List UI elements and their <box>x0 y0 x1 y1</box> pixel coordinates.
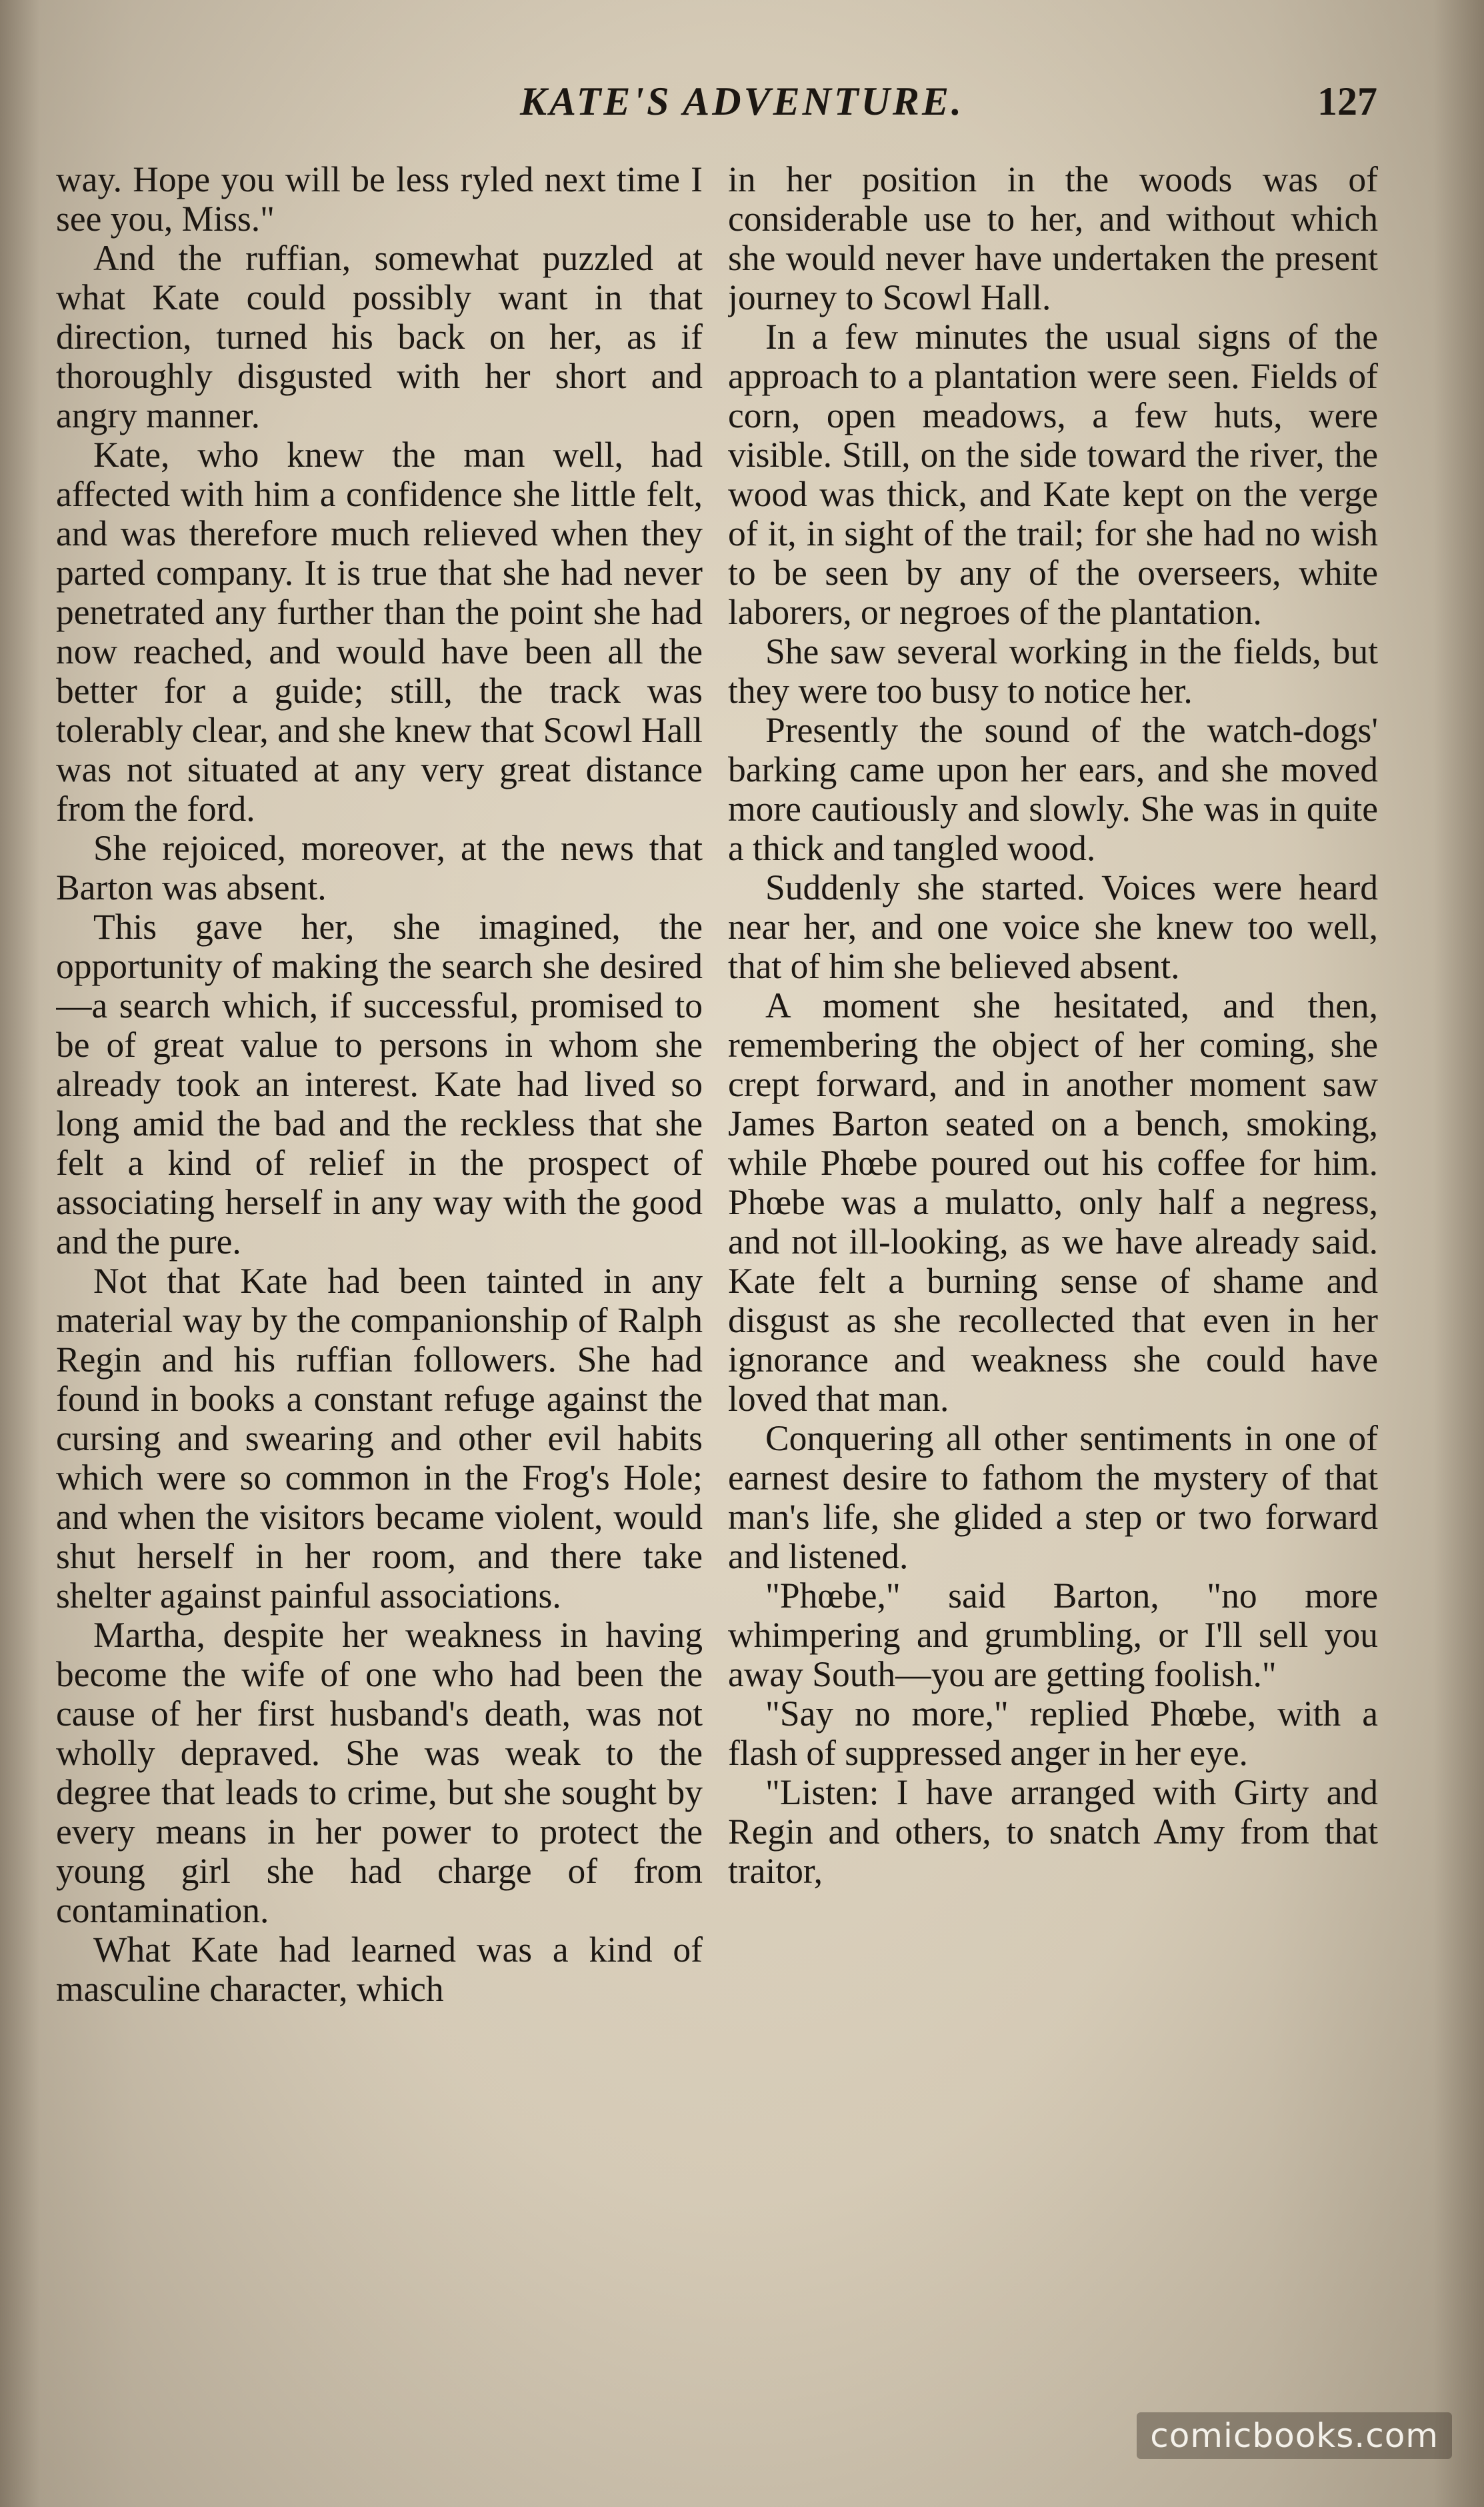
paragraph: She saw several working in the fields, but they were too busy to notice her. <box>728 631 1378 711</box>
paragraph: This gave her, she imagined, the opportunity of making the search she desired—a search which, if successful, promised to be of great value to persons in whom she already took an interest. Kate had lived so long amid the bad and the reckless that she felt a kind of relief in the prospect of associating herself in any way with the good and the pure. <box>56 907 703 1262</box>
running-title: KATE'S ADVENTURE. <box>520 79 964 123</box>
watermark: comicbooks.com <box>1137 2412 1452 2459</box>
paragraph: Not that Kate had been tainted in any material way by the companionship of Ralph Regin and his ruffian followers. She had found in books a constant refuge against the cursing and swearing and other evil habits which were so common in the Frog's Hole; and when the visitors became violent, would shut herself in her room, and there take shelter against painful associations. <box>56 1261 703 1616</box>
paragraph: way. Hope you will be less ryled next time I see you, Miss." <box>56 160 703 239</box>
paragraph: What Kate had learned was a kind of masculine character, which <box>56 1930 703 2009</box>
page-number: 127 <box>1317 79 1377 123</box>
paragraph: in her position in the woods was of considerable use to her, and without which she would never have undertaken the present journey to Scowl Hall. <box>728 160 1378 317</box>
paragraph: "Phœbe," said Barton, "no more whimpering and grumbling, or I'll sell you away South—you are getting foolish." <box>728 1576 1378 1694</box>
paragraph: And the ruffian, somewhat puzzled at what Kate could possibly want in that direction, turned his back on her, as if thoroughly disgusted with her short and angry manner. <box>56 238 703 435</box>
paragraph: Suddenly she started. Voices were heard near her, and one voice she knew too well, that of him she believed absent. <box>728 867 1378 986</box>
left-text-column <box>56 160 703 2387</box>
paragraph: She rejoiced, moreover, at the news that Barton was absent. <box>56 828 703 907</box>
paragraph: Presently the sound of the watch-dogs' barking came upon her ears, and she moved more cautiously and slowly. She was in quite a thick and tangled wood. <box>728 710 1378 868</box>
paragraph: Martha, despite her weakness in having become the wife of one who had been the cause of her first husband's death, was not wholly depraved. She was weak to the degree that leads to crime, but she sought by every means in her power to protect the young girl she had charge of from contamination. <box>56 1615 703 1930</box>
paragraph: Conquering all other sentiments in one of earnest desire to fathom the mystery of that man's life, she glided a step or two forward and listened. <box>728 1418 1378 1576</box>
paragraph: "Listen: I have arranged with Girty and Regin and others, to snatch Amy from that traitor, <box>728 1772 1378 1891</box>
right-text-column <box>728 160 1378 2387</box>
paragraph: A moment she hesitated, and then, remembering the object of her coming, she crept forward, and in another moment saw James Barton seated on a bench, smoking, while Phœbe poured out his coffee for him. Phœbe was a mulatto, only half a negress, and not ill-looking, as we have already said. Kate felt a burning sense of shame and disgust as she recollected that even in her ignorance and weakness she could have loved that man. <box>728 985 1378 1419</box>
running-head <box>0 79 1484 139</box>
paragraph: In a few minutes the usual signs of the approach to a plantation were seen. Fields of corn, open meadows, a few huts, were visible. Still, on the side toward the river, the wood was thick, and Kate kept on the verge of it, in sight of the trail; for she had no wish to be seen by any of the overseers, white laborers, or negroes of the plantation. <box>728 317 1378 632</box>
paragraph: Kate, who knew the man well, had affected with him a confidence she little felt, and was therefore much relieved when they parted company. It is true that she had never penetrated any further than the point she had now reached, and would have been all the better for a guide; still, the track was tolerably clear, and she knew that Scowl Hall was not situated at any very great distance from the ford. <box>56 435 703 829</box>
paragraph: "Say no more," replied Phœbe, with a flash of suppressed anger in her eye. <box>728 1694 1378 1773</box>
